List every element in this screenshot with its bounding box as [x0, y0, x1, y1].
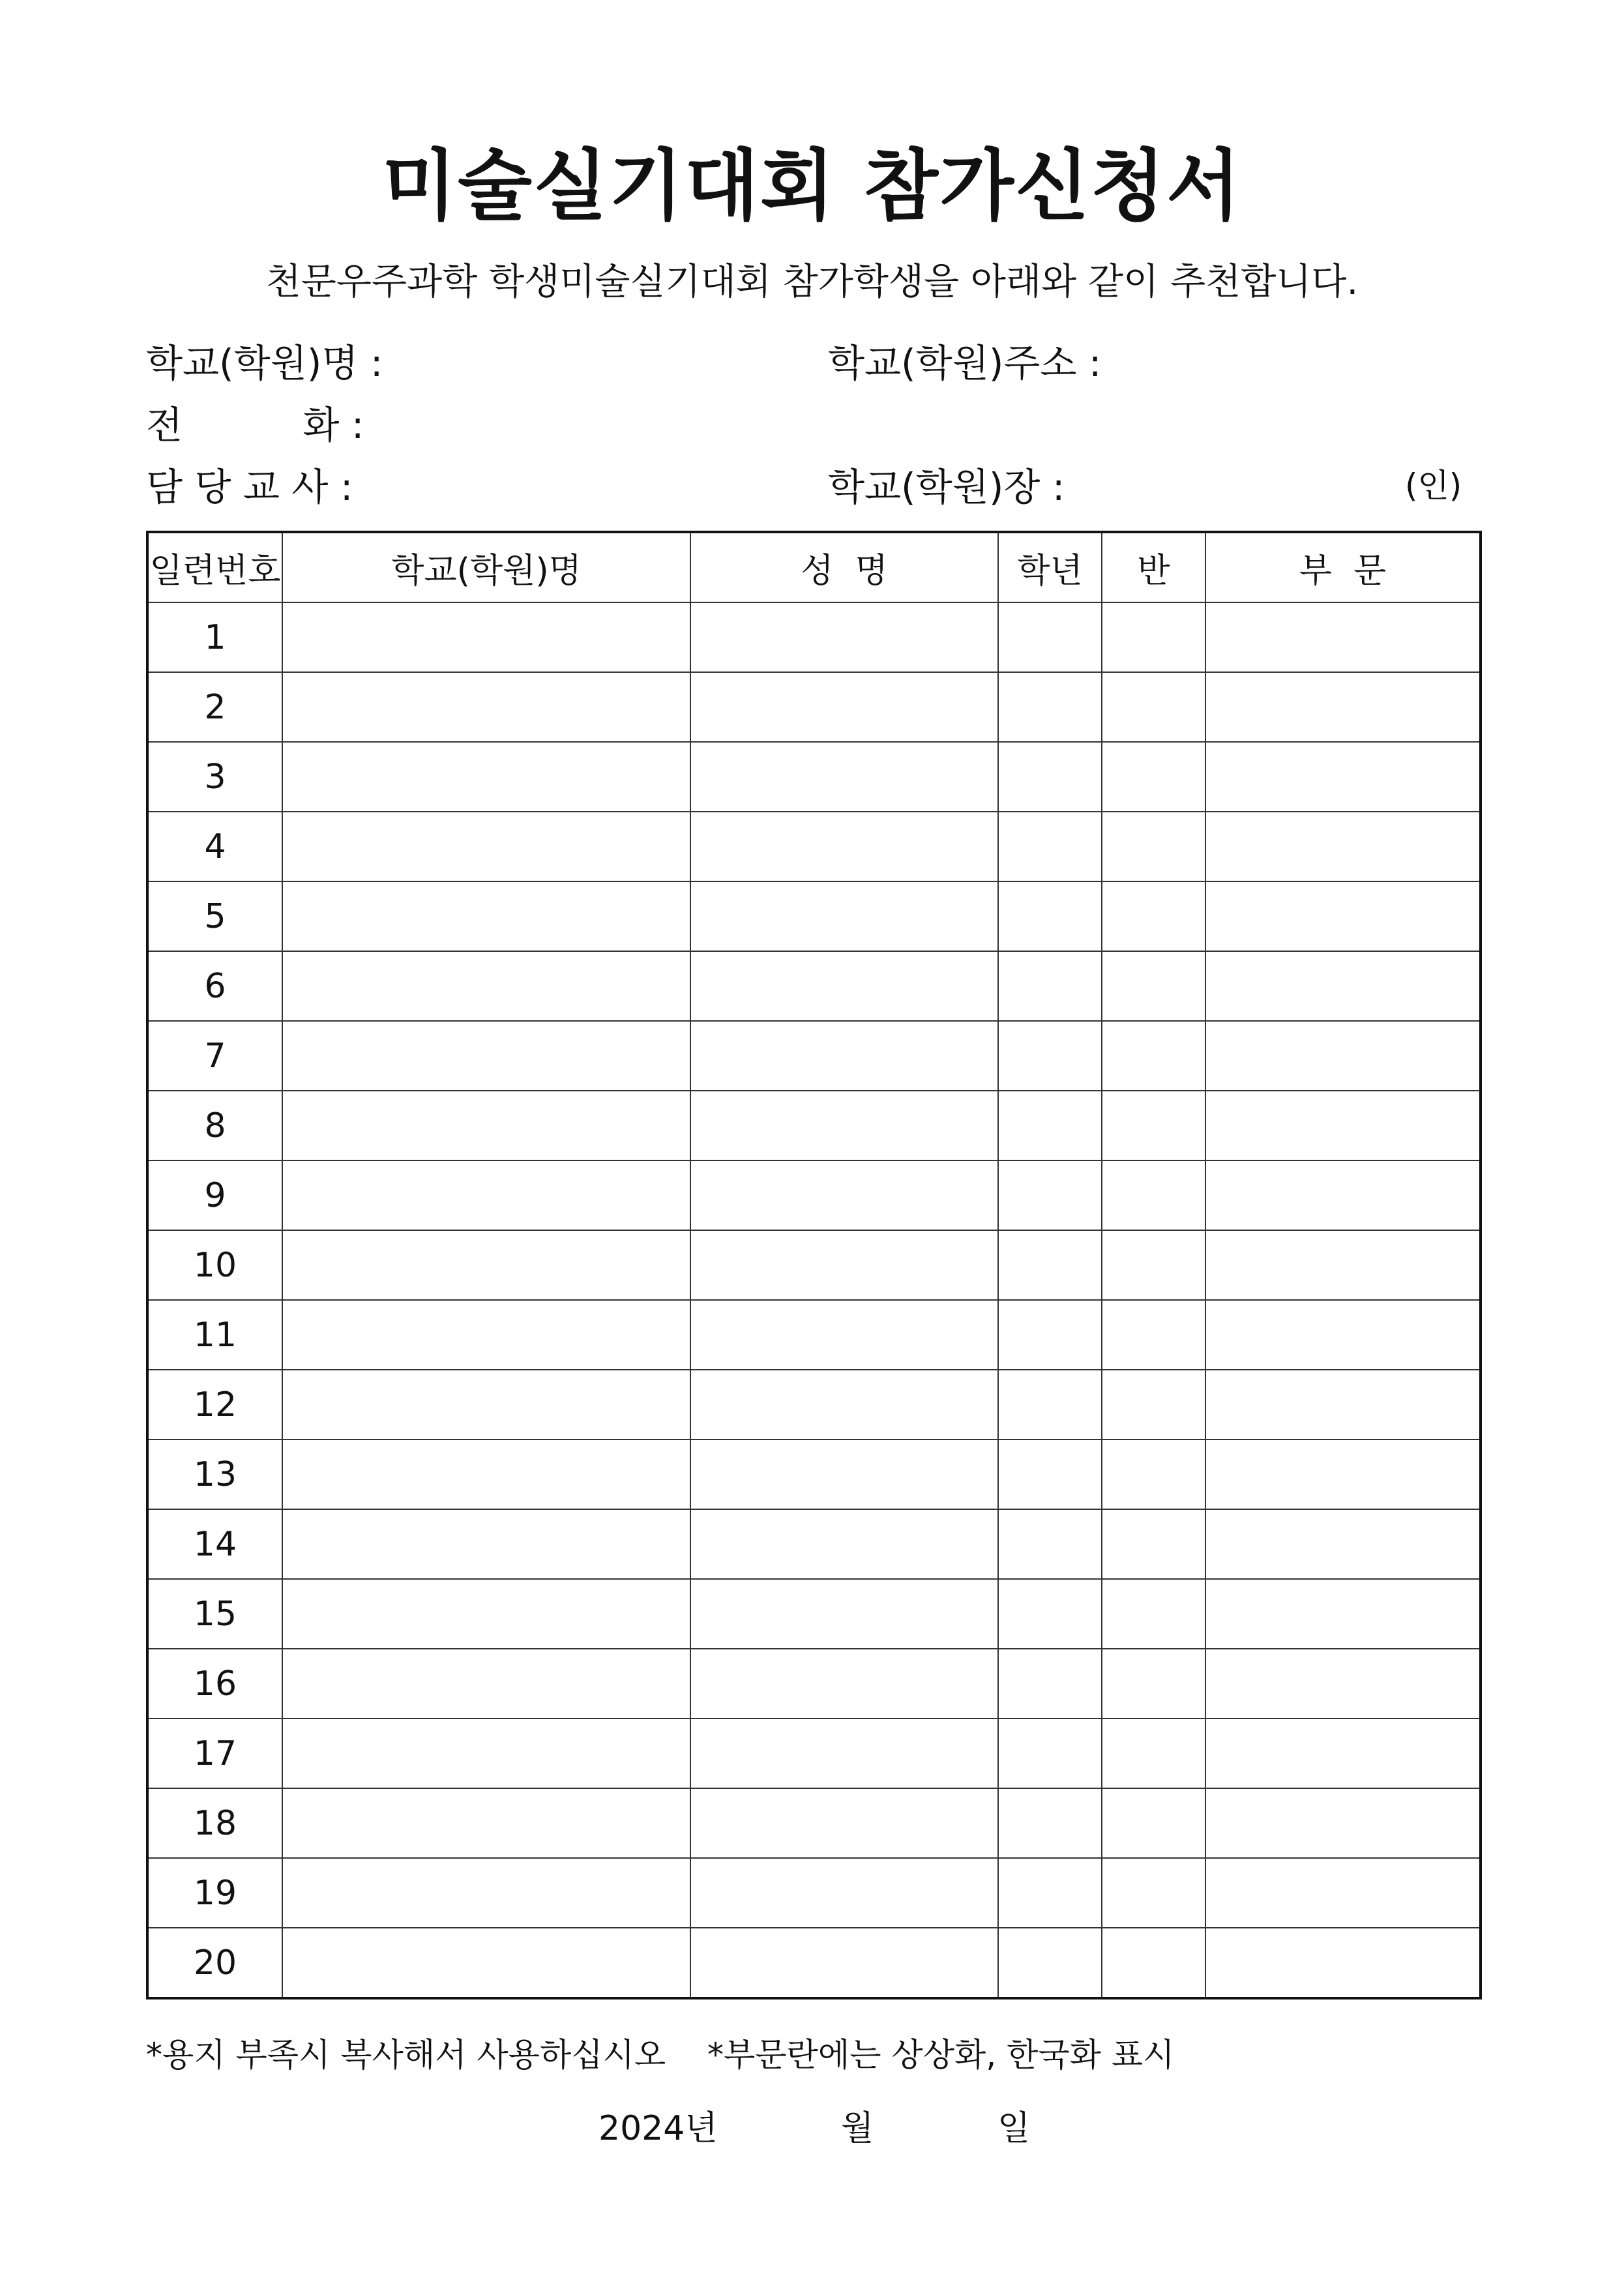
- category-cell[interactable]: [1205, 1788, 1481, 1858]
- table-row: [147, 1439, 1481, 1509]
- grade-cell[interactable]: [998, 1858, 1102, 1928]
- table-row: [147, 1719, 1481, 1788]
- school-cell[interactable]: [282, 1091, 690, 1160]
- name-cell[interactable]: [690, 1788, 998, 1858]
- grade-cell[interactable]: [998, 1719, 1102, 1788]
- table-row: [147, 1858, 1481, 1928]
- table-row: [147, 1091, 1481, 1160]
- date-day: 일: [997, 2109, 1031, 2148]
- row-number: 6: [147, 951, 282, 1021]
- row-number: 14: [147, 1509, 282, 1579]
- name-cell[interactable]: [690, 1509, 998, 1579]
- school-cell[interactable]: [282, 1509, 690, 1579]
- category-cell[interactable]: [1205, 1300, 1481, 1370]
- header-school: 학교(학원)명: [282, 532, 690, 602]
- name-cell[interactable]: [690, 602, 998, 672]
- table-row: [147, 1160, 1481, 1230]
- grade-cell[interactable]: [998, 1649, 1102, 1719]
- class-cell[interactable]: [1102, 1091, 1205, 1160]
- row-number: 1: [147, 602, 282, 672]
- grade-cell[interactable]: [998, 951, 1102, 1021]
- table-row: [147, 951, 1481, 1021]
- name-cell[interactable]: [690, 1719, 998, 1788]
- name-cell[interactable]: [690, 1370, 998, 1439]
- class-cell[interactable]: [1102, 1719, 1205, 1788]
- school-cell[interactable]: [282, 742, 690, 812]
- table-row: [147, 1370, 1481, 1439]
- name-cell[interactable]: [690, 951, 998, 1021]
- name-cell[interactable]: [690, 1649, 998, 1719]
- class-cell[interactable]: [1102, 1021, 1205, 1091]
- name-cell[interactable]: [690, 1091, 998, 1160]
- row-number: 8: [147, 1091, 282, 1160]
- note-copy: *용지 부족시 복사해서 사용하십시오: [146, 2036, 666, 2074]
- grade-cell[interactable]: [998, 1439, 1102, 1509]
- row-number: 16: [147, 1649, 282, 1719]
- school-cell[interactable]: [282, 1021, 690, 1091]
- name-cell[interactable]: [690, 672, 998, 742]
- row-number: 13: [147, 1439, 282, 1509]
- note-category: *부문란에는 상상화, 한국화 표시: [707, 2036, 1175, 2074]
- school-cell[interactable]: [282, 1788, 690, 1858]
- table-row: [147, 1579, 1481, 1649]
- table-body: [147, 602, 1481, 1998]
- table-row: [147, 672, 1481, 742]
- table-row: [147, 1021, 1481, 1091]
- name-cell[interactable]: [690, 1300, 998, 1370]
- school-cell[interactable]: [282, 1370, 690, 1439]
- table-row: [147, 602, 1481, 672]
- class-cell[interactable]: [1102, 1579, 1205, 1649]
- grade-cell[interactable]: [998, 1928, 1102, 1998]
- grade-cell[interactable]: [998, 1509, 1102, 1579]
- category-cell[interactable]: [1205, 1021, 1481, 1091]
- category-cell[interactable]: [1205, 1160, 1481, 1230]
- category-cell[interactable]: [1205, 602, 1481, 672]
- class-cell[interactable]: [1102, 1230, 1205, 1300]
- school-cell[interactable]: [282, 1719, 690, 1788]
- phone-label: 전 화 :: [146, 403, 364, 447]
- category-cell[interactable]: [1205, 1091, 1481, 1160]
- name-cell[interactable]: [690, 1858, 998, 1928]
- school-cell[interactable]: [282, 1439, 690, 1509]
- school-cell[interactable]: [282, 951, 690, 1021]
- school-cell[interactable]: [282, 1230, 690, 1300]
- row-number: 3: [147, 742, 282, 812]
- header-grade: 학년: [998, 532, 1102, 602]
- table-row: [147, 742, 1481, 812]
- school-name-label: 학교(학원)명 :: [146, 341, 383, 385]
- row-number: 4: [147, 812, 282, 881]
- row-number: 18: [147, 1788, 282, 1858]
- grade-cell[interactable]: [998, 1021, 1102, 1091]
- table-row: [147, 1928, 1481, 1998]
- class-cell[interactable]: [1102, 1509, 1205, 1579]
- category-cell[interactable]: [1205, 742, 1481, 812]
- class-cell[interactable]: [1102, 812, 1205, 881]
- grade-cell[interactable]: [998, 1230, 1102, 1300]
- table-row: [147, 1300, 1481, 1370]
- school-cell[interactable]: [282, 1160, 690, 1230]
- category-cell[interactable]: [1205, 951, 1481, 1021]
- grade-cell[interactable]: [998, 881, 1102, 951]
- category-cell[interactable]: [1205, 672, 1481, 742]
- category-cell[interactable]: [1205, 1509, 1481, 1579]
- school-cell[interactable]: [282, 672, 690, 742]
- class-cell[interactable]: [1102, 951, 1205, 1021]
- school-cell[interactable]: [282, 602, 690, 672]
- class-cell[interactable]: [1102, 1160, 1205, 1230]
- category-cell[interactable]: [1205, 1928, 1481, 1998]
- category-cell[interactable]: [1205, 1439, 1481, 1509]
- row-number: 5: [147, 881, 282, 951]
- category-cell[interactable]: [1205, 1719, 1481, 1788]
- row-number: 12: [147, 1370, 282, 1439]
- class-cell[interactable]: [1102, 1649, 1205, 1719]
- name-cell[interactable]: [690, 1928, 998, 1998]
- school-cell[interactable]: [282, 1579, 690, 1649]
- table-row: [147, 1649, 1481, 1719]
- name-cell[interactable]: [690, 1439, 998, 1509]
- class-cell[interactable]: [1102, 672, 1205, 742]
- name-cell[interactable]: [690, 1160, 998, 1230]
- header-category: 부 문: [1205, 532, 1481, 602]
- name-cell[interactable]: [690, 812, 998, 881]
- row-number: 10: [147, 1230, 282, 1300]
- category-cell[interactable]: [1205, 812, 1481, 881]
- row-number: 15: [147, 1579, 282, 1649]
- name-cell[interactable]: [690, 881, 998, 951]
- table-header-row: [147, 532, 1481, 602]
- name-cell[interactable]: [690, 1021, 998, 1091]
- header-name: 성 명: [690, 532, 998, 602]
- header-class: 반: [1102, 532, 1205, 602]
- school-cell[interactable]: [282, 1300, 690, 1370]
- class-cell[interactable]: [1102, 1439, 1205, 1509]
- class-cell[interactable]: [1102, 1370, 1205, 1439]
- class-cell[interactable]: [1102, 881, 1205, 951]
- page-title: 미술실기대회 참가신청서: [382, 141, 1242, 231]
- table-row: [147, 1509, 1481, 1579]
- name-cell[interactable]: [690, 1230, 998, 1300]
- grade-cell[interactable]: [998, 602, 1102, 672]
- teacher-label: 담 당 교 사 :: [146, 465, 353, 509]
- name-cell[interactable]: [690, 742, 998, 812]
- row-number: 17: [147, 1719, 282, 1788]
- school-cell[interactable]: [282, 1928, 690, 1998]
- grade-cell[interactable]: [998, 1091, 1102, 1160]
- class-cell[interactable]: [1102, 1858, 1205, 1928]
- director-label: 학교(학원)장 :: [828, 465, 1065, 509]
- category-cell[interactable]: [1205, 1649, 1481, 1719]
- name-cell[interactable]: [690, 1579, 998, 1649]
- class-cell[interactable]: [1102, 1788, 1205, 1858]
- school-cell[interactable]: [282, 1858, 690, 1928]
- date-year: 2024년: [598, 2109, 718, 2148]
- school-cell[interactable]: [282, 1649, 690, 1719]
- row-number: 19: [147, 1858, 282, 1928]
- row-number: 20: [147, 1928, 282, 1998]
- subtitle: 천문우주과학 학생미술실기대회 참가학생을 아래와 같이 추천합니다.: [265, 261, 1359, 303]
- category-cell[interactable]: [1205, 1230, 1481, 1300]
- row-number: 7: [147, 1021, 282, 1091]
- category-cell[interactable]: [1205, 1858, 1481, 1928]
- grade-cell[interactable]: [998, 672, 1102, 742]
- class-cell[interactable]: [1102, 602, 1205, 672]
- row-number: 9: [147, 1160, 282, 1230]
- grade-cell[interactable]: [998, 1579, 1102, 1649]
- row-number: 11: [147, 1300, 282, 1370]
- category-cell[interactable]: [1205, 881, 1481, 951]
- row-number: 2: [147, 672, 282, 742]
- class-cell[interactable]: [1102, 1300, 1205, 1370]
- table-row: [147, 1788, 1481, 1858]
- school-cell[interactable]: [282, 881, 690, 951]
- header-number: 일련번호: [147, 532, 282, 602]
- school-address-label: 학교(학원)주소 :: [828, 341, 1102, 385]
- school-cell[interactable]: [282, 812, 690, 881]
- grade-cell[interactable]: [998, 1160, 1102, 1230]
- class-cell[interactable]: [1102, 742, 1205, 812]
- grade-cell[interactable]: [998, 1370, 1102, 1439]
- participant-table: [146, 531, 1482, 1999]
- table-row: [147, 812, 1481, 881]
- grade-cell[interactable]: [998, 812, 1102, 881]
- seal-mark: (인): [1405, 467, 1462, 505]
- category-cell[interactable]: [1205, 1370, 1481, 1439]
- table-row: [147, 1230, 1481, 1300]
- grade-cell[interactable]: [998, 1300, 1102, 1370]
- grade-cell[interactable]: [998, 742, 1102, 812]
- grade-cell[interactable]: [998, 1788, 1102, 1858]
- date-month: 월: [841, 2109, 874, 2148]
- category-cell[interactable]: [1205, 1579, 1481, 1649]
- table-row: [147, 881, 1481, 951]
- class-cell[interactable]: [1102, 1928, 1205, 1998]
